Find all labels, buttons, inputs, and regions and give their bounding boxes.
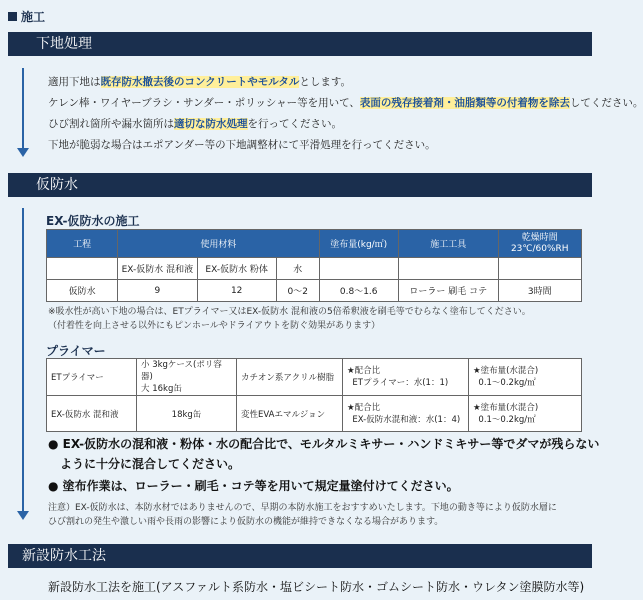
caution-1: 注意）EX-仮防水は、本防水材ではありませんので、早期の本防水施工をおすすめいたします。下地の動き等により仮防水層に xyxy=(48,503,557,513)
primer-title: プライマー xyxy=(46,344,106,358)
square-icon xyxy=(8,12,17,21)
table-row: EX-仮防水 混和液 18kg缶 変性EVAエマルジョン ★配合比 EX-仮防水混和液：水(1：4) ★塗布量(水混合) 0.1〜0.2kg/㎡ xyxy=(47,396,582,432)
note-2: （付着性を向上させる以外にもピンホールやドライアウトを防ぐ効果があります） xyxy=(48,321,381,331)
cell-powder: 12 xyxy=(197,280,276,302)
bullet-2: ● 塗布作業は、ローラー・刷毛・コテ等を用いて規定量塗付けてください。 xyxy=(48,479,459,493)
cell-amount: 0.8〜1.6 xyxy=(319,280,398,302)
th-amount: 塗布量(kg/㎡) xyxy=(319,230,398,258)
section3-title: 新設防水工法 xyxy=(8,544,120,568)
cell-step: 仮防水 xyxy=(47,280,118,302)
cell-dry: 3時間 xyxy=(498,280,581,302)
down-arrow-icon xyxy=(17,511,29,520)
th-dry: 乾燥時間 23℃/60%RH xyxy=(498,230,581,258)
page-header xyxy=(8,8,45,25)
material-water: 水 xyxy=(276,258,319,280)
th-step: 工程 xyxy=(47,230,118,258)
th-tools: 施工工具 xyxy=(398,230,498,258)
th-materials: 使用材料 xyxy=(118,230,319,258)
table-row: ETプライマー 小 3kgケース(ポリ容器) 大 16kg缶 カチオン系アクリル樹脂 ★配合比 ETプライマー：水(1：1) ★塗布量(水混合) 0.1〜0.2kg/㎡ xyxy=(47,359,582,396)
section1-line-3: ひび割れ箇所や漏水箇所は適切な防水処理を行ってください。 xyxy=(48,118,342,130)
cell-water: 0〜2 xyxy=(276,280,319,302)
construction-table xyxy=(46,229,582,302)
caution-2: ひび割れの発生や激しい雨や長雨の影響により仮防水の機能が維持できなくなる場合があります。 xyxy=(48,517,444,527)
cell-liquid: 9 xyxy=(118,280,197,302)
note-1: ※吸水性が高い下地の場合は、ETプライマー又はEX-仮防水 混和液の5倍希釈液を刷毛等でむらなく塗布してください。 xyxy=(48,307,531,317)
cell-tools: ローラー 刷毛 コテ xyxy=(398,280,498,302)
down-arrow-icon xyxy=(17,148,29,157)
section2-title: 仮防水 xyxy=(22,173,92,197)
section1-line-4: 下地が脆弱な場合はエポアンダー等の下地調整材にて平滑処理を行ってください。 xyxy=(48,139,436,151)
material-liquid: EX-仮防水 混和液 xyxy=(118,258,197,280)
primer-table xyxy=(46,358,582,432)
section2-subtitle: EX-仮防水の施工 xyxy=(46,214,140,228)
material-powder: EX-仮防水 粉体 xyxy=(197,258,276,280)
section2-arrow-line xyxy=(22,208,24,513)
section1-line-1: 適用下地は既存防水撤去後のコンクリートやモルタルとします。 xyxy=(48,76,352,88)
bullet-1-cont: ように十分に混合してください。 xyxy=(48,457,241,471)
section1-line-2: ケレン棒・ワイヤーブラシ・サンダー・ポリッシャー等を用いて、表面の残存接着剤・油脂類等の付着物を除去してください。 xyxy=(48,97,643,109)
section1-title: 下地処理 xyxy=(22,32,106,56)
page-title: 施工 xyxy=(21,10,46,24)
section1-arrow-line xyxy=(22,68,24,150)
section2-bar xyxy=(8,173,592,197)
bullet-1: ● EX-仮防水の混和液・粉体・水の配合比で、モルタルミキサー・ハンドミキサー等でダマが残らない xyxy=(48,437,600,451)
section3-text: 新設防水工法を施工(アスファルト系防水・塩ビシート防水・ゴムシート防水・ウレタン塗膜防水等) xyxy=(48,580,585,594)
